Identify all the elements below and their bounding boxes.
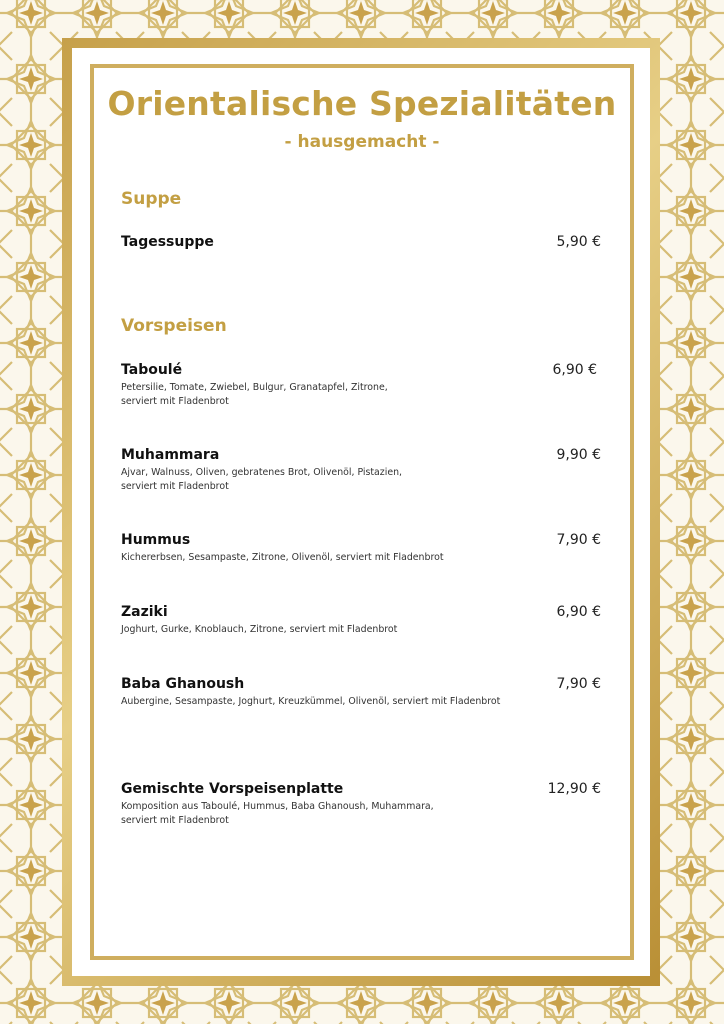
item-description: Aubergine, Sesampaste, Joghurt, Kreuzkümmel, Olivenöl, serviert mit Fladenbrot xyxy=(121,696,501,707)
menu-item-hummus xyxy=(121,531,601,565)
item-description: Joghurt, Gurke, Knoblauch, Zitrone, serviert mit Fladenbrot xyxy=(121,624,398,635)
item-description xyxy=(121,381,441,409)
item-name: Tagessuppe xyxy=(121,234,214,250)
item-price: 9,90 € xyxy=(556,447,601,463)
item-description xyxy=(121,800,441,828)
menu-item-muhammara xyxy=(121,446,601,494)
item-name: Taboulé xyxy=(121,362,183,378)
item-price: 7,90 € xyxy=(556,532,601,548)
menu-subtitle: - hausgemacht - xyxy=(284,132,440,152)
menu-item-zaziki xyxy=(121,603,601,637)
item-description-line: serviert mit Fladenbrot xyxy=(121,396,229,407)
item-description: Kichererbsen, Sesampaste, Zitrone, Olivenöl, serviert mit Fladenbrot xyxy=(121,552,444,563)
item-description xyxy=(121,466,441,494)
item-name: Hummus xyxy=(121,532,191,548)
item-price: 6,90 € xyxy=(552,362,597,378)
item-name: Gemischte Vorspeisenplatte xyxy=(121,781,344,797)
item-name: Zaziki xyxy=(121,604,168,620)
menu-item-taboule xyxy=(121,361,601,409)
item-description-line: serviert mit Fladenbrot xyxy=(121,481,229,492)
menu-title: Orientalische Spezialitäten xyxy=(107,84,617,123)
item-name: Baba Ghanoush xyxy=(121,676,245,692)
menu-item-tagessuppe xyxy=(121,233,601,251)
section-title-vorspeisen: Vorspeisen xyxy=(121,316,227,336)
menu-item-gemischte-vorspeisenplatte xyxy=(121,780,601,828)
item-price: 5,90 € xyxy=(556,234,601,250)
menu-item-baba-ghanoush xyxy=(121,675,601,709)
item-name: Muhammara xyxy=(121,447,220,463)
section-title-suppe: Suppe xyxy=(121,189,182,209)
item-description-line: Ajvar, Walnuss, Oliven, gebratenes Brot, Olivenöl, Pistazien, xyxy=(121,467,403,478)
item-description-line: serviert mit Fladenbrot xyxy=(121,815,229,826)
item-description-line: Petersilie, Tomate, Zwiebel, Bulgur, Granatapfel, Zitrone, xyxy=(121,382,388,393)
item-price: 12,90 € xyxy=(547,781,601,797)
item-price: 6,90 € xyxy=(556,604,601,620)
item-price: 7,90 € xyxy=(556,676,601,692)
item-description-line: Komposition aus Taboulé, Hummus, Baba Ghanoush, Muhammara, xyxy=(121,801,434,812)
